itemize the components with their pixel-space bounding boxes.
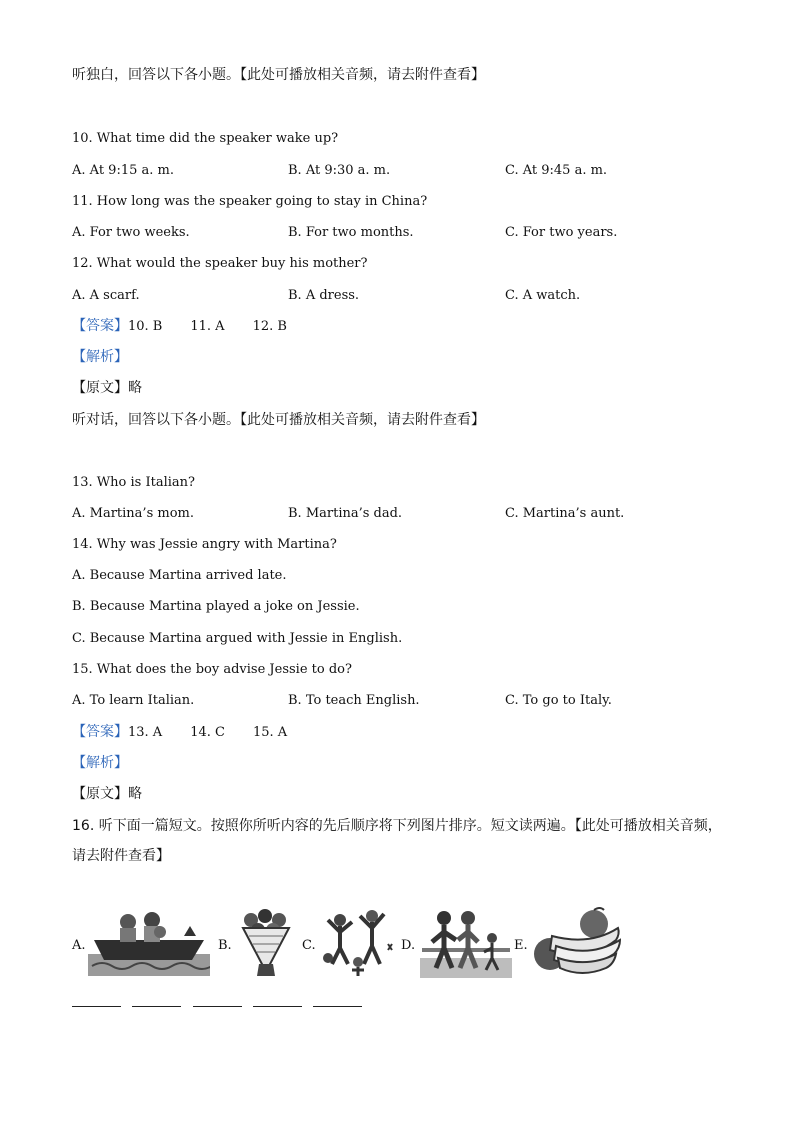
- analysis-tag: 【解析】: [72, 349, 128, 365]
- q15-option-a: A. To learn Italian.: [72, 693, 195, 708]
- original-text: 略: [128, 786, 142, 802]
- q14-option-a: A. Because Martina arrived late.: [72, 568, 287, 583]
- question-13: 13. Who is Italian?: [72, 475, 195, 490]
- q15-option-c: C. To go to Italy.: [505, 693, 612, 708]
- answer-item: 15. A: [252, 725, 288, 740]
- q15-option-b: B. To teach English.: [288, 693, 420, 708]
- dialogue-instruction: 听对话，回答以下各小题。【此处可播放相关音频，请去附件查看】: [72, 412, 485, 428]
- answer-item: 11. A: [190, 319, 225, 334]
- analysis-tag: 【解析】: [72, 755, 128, 771]
- q10-option-c: C. At 9:45 a. m.: [505, 163, 608, 178]
- q11-option-b: B. For two months.: [288, 225, 414, 240]
- analysis-block-2: [72, 754, 128, 773]
- flower-bouquet-picture: [235, 908, 297, 978]
- answer-blank-2[interactable]: [132, 1006, 181, 1007]
- people-exercising-picture: [318, 906, 396, 978]
- answer-blank-1[interactable]: [72, 1006, 121, 1007]
- original-tag: 【原文】: [72, 786, 128, 802]
- original-text: 略: [128, 380, 142, 396]
- fruit-picture: [530, 906, 626, 976]
- original-block-1: [72, 379, 142, 397]
- q14-option-c: C. Because Martina argued with Jessie in English.: [72, 631, 403, 646]
- answer-item: 12. B: [252, 319, 287, 334]
- question-15: 15. What does the boy advise Jessie to do?: [72, 662, 352, 677]
- answer-blank-3[interactable]: [193, 1006, 242, 1007]
- analysis-block-1: [72, 348, 128, 367]
- answer-tag: 【答案】: [72, 318, 128, 334]
- question-14: 14. Why was Jessie angry with Martina?: [72, 537, 337, 552]
- answer-block-1: [72, 317, 287, 336]
- q13-option-c: C. Martina’s aunt.: [505, 506, 625, 521]
- q12-option-a: A. A scarf.: [72, 288, 140, 303]
- q14-option-b: B. Because Martina played a joke on Jessie.: [72, 599, 360, 614]
- picture-label-c: C.: [302, 938, 316, 953]
- monologue-instruction: 听独白，回答以下各小题。【此处可播放相关音频，请去附件查看】: [72, 67, 485, 83]
- q13-option-a: A. Martina’s mom.: [72, 506, 194, 521]
- picture-label-b: B.: [218, 938, 232, 953]
- q12-option-c: C. A watch.: [505, 288, 581, 303]
- q10-option-b: B. At 9:30 a. m.: [288, 163, 391, 178]
- answer-item: 13. A: [128, 725, 163, 740]
- question-16-line-2: 请去附件查看】: [72, 848, 170, 864]
- question-10: 10. What time did the speaker wake up?: [72, 131, 339, 146]
- question-16-line-1: 16. 听下面一篇短文。按照你所听内容的先后顺序将下列图片排序。短文读两遍。【此处可播放相关音频，: [72, 818, 722, 834]
- question-12: 12. What would the speaker buy his mother?: [72, 256, 368, 271]
- q13-option-b: B. Martina’s dad.: [288, 506, 403, 521]
- picture-label-e: E.: [514, 938, 528, 953]
- answer-tag: 【答案】: [72, 724, 128, 740]
- original-tag: 【原文】: [72, 380, 128, 396]
- question-11: 11. How long was the speaker going to stay in China?: [72, 194, 428, 209]
- answer-item: 10. B: [128, 319, 163, 334]
- picture-label-d: D.: [401, 938, 416, 953]
- answer-item: 14. C: [190, 725, 225, 740]
- picture-label-a: A.: [72, 938, 86, 953]
- family-boat-picture: [88, 906, 210, 976]
- q12-option-b: B. A dress.: [288, 288, 360, 303]
- original-block-2: [72, 785, 142, 803]
- q11-option-c: C. For two years.: [505, 225, 618, 240]
- answer-blank-4[interactable]: [253, 1006, 302, 1007]
- q11-option-a: A. For two weeks.: [72, 225, 190, 240]
- answer-blank-5[interactable]: [313, 1006, 362, 1007]
- answer-block-2: [72, 723, 287, 742]
- family-walking-picture: [420, 908, 512, 978]
- q10-option-a: A. At 9:15 a. m.: [72, 163, 174, 178]
